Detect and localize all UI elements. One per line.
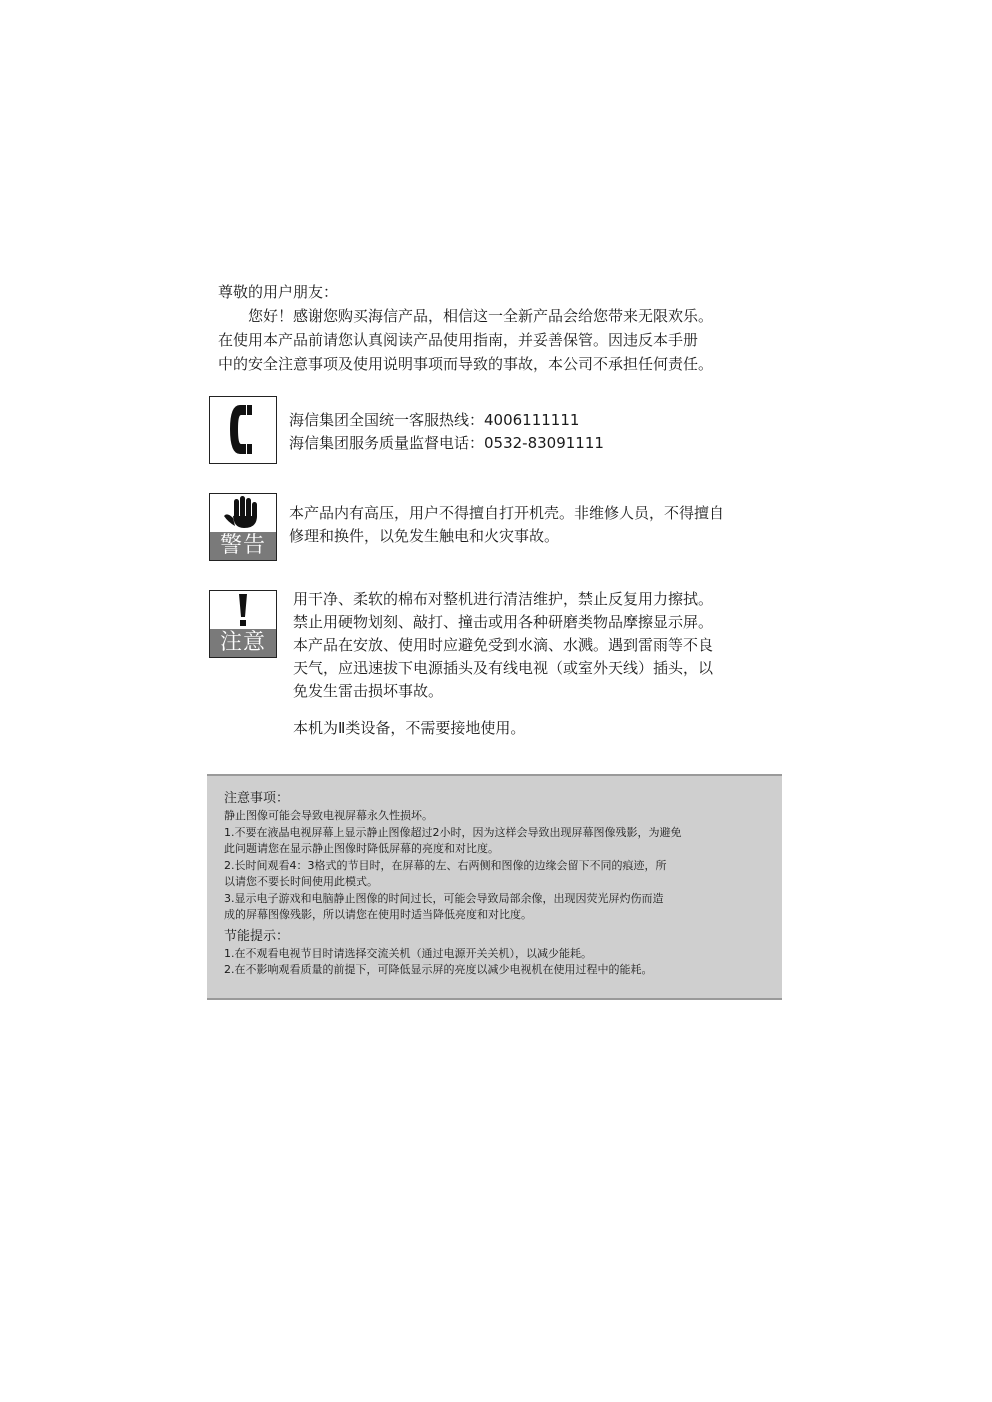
salutation: 尊敬的用户朋友： <box>218 283 339 301</box>
greeting-section <box>218 280 783 376</box>
notice-item-3b: 成的屏幕图像残影，所以请您在使用时适当降低亮度和对比度。 <box>224 908 532 921</box>
caution-line-2: 禁止用硬物划刻、敲打、撞击或用各种研磨类物品摩擦显示屏。 <box>293 613 714 631</box>
service-hotlines <box>289 409 769 455</box>
notice-item-2a: 2.长时间观看4：3格式的节目时，在屏幕的左、右两侧和图像的边缘会留下不同的痕迹，所 <box>224 858 667 872</box>
notice-item-3a: 3.显示电子游戏和电脑静止图像的时间过长，可能会导致局部余像，出现因荧光屏灼伤而造 <box>224 891 664 905</box>
warning-line-1: 本产品内有高压，用户不得擅自打开机壳。非维修人员，不得擅自 <box>289 504 725 522</box>
notice-item-2b: 以请您不要长时间使用此模式。 <box>224 875 378 888</box>
hotline-text: 海信集团全国统一客服热线：4006111111 <box>289 411 580 429</box>
caution-badge <box>209 590 277 658</box>
phone-icon <box>209 396 277 464</box>
caution-line-6: 本机为Ⅱ类设备，不需要接地使用。 <box>293 719 526 737</box>
energy-title: 节能提示： <box>224 928 290 944</box>
notice-item-1a: 1.不要在液晶电视屏幕上显示静止图像超过2小时，因为这样会导致出现屏幕图像残影，为避免 <box>224 825 682 839</box>
caution-text <box>293 588 777 740</box>
spacer <box>293 703 777 717</box>
caution-label: 注意 <box>210 629 276 657</box>
greeting-line-1: 您好！感谢您购买海信产品，相信这一全新产品会给您带来无限欢乐。 <box>248 307 714 325</box>
energy-item-1: 1.在不观看电视节目时请选择交流关机（通过电源开关关机），以减少能耗。 <box>224 946 592 960</box>
hand-stop-icon <box>210 494 275 532</box>
greeting-line-2: 在使用本产品前请您认真阅读产品使用指南，并妥善保管。因违反本手册 <box>218 331 699 349</box>
notice-item-1b: 此问题请您在显示静止图像时降低屏幕的亮度和对比度。 <box>224 842 499 855</box>
warning-line-2: 修理和换件，以免发生触电和火灾事故。 <box>289 527 560 545</box>
supervision-text: 海信集团服务质量监督电话：0532-83091111 <box>289 434 604 452</box>
warning-label: 警告 <box>210 532 276 560</box>
caution-line-1: 用干净、柔软的棉布对整机进行清洁维护，禁止反复用力擦拭。 <box>293 590 714 608</box>
notice-intro: 静止图像可能会导致电视屏幕永久性损坏。 <box>224 809 433 822</box>
notice-panel <box>207 774 782 1000</box>
exclamation-icon <box>210 591 275 629</box>
energy-item-2: 2.在不影响观看质量的前提下，可降低显示屏的亮度以减少电视机在使用过程中的能耗。 <box>224 963 653 976</box>
caution-line-5: 免发生雷击损坏事故。 <box>293 682 444 700</box>
greeting-line-3: 中的安全注意事项及使用说明事项而导致的事故，本公司不承担任何责任。 <box>218 355 714 373</box>
caution-line-3: 本产品在安放、使用时应避免受到水滴、水溅。遇到雷雨等不良 <box>293 636 714 654</box>
caution-line-4: 天气，应迅速拔下电源插头及有线电视（或室外天线）插头，以 <box>293 659 714 677</box>
warning-badge <box>209 493 277 561</box>
warning-text <box>289 502 781 548</box>
notice-title: 注意事项： <box>224 791 290 806</box>
